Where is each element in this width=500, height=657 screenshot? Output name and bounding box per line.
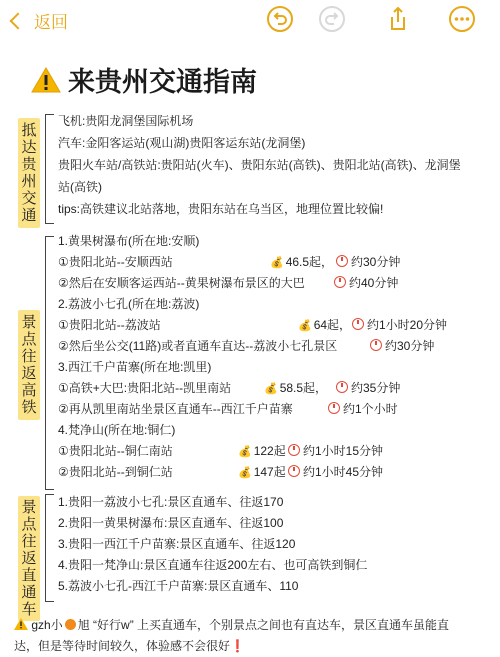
list-item: 贵阳火车站/高铁站:贵阳站(火车)、贵阳东站(高铁)、贵阳北站(高铁)、龙洞堡 — [58, 158, 461, 172]
exclamation-icon: ❗ — [230, 639, 245, 653]
top-bar — [0, 0, 500, 40]
warning-icon — [30, 66, 62, 94]
more-icon[interactable] — [448, 5, 476, 33]
list-item: 2.贵阳一黄果树瀑布:景区直通车、往返100 — [58, 516, 284, 530]
list-item: 5.荔波小七孔-西江千户苗寨:景区直通车、110 — [58, 579, 299, 593]
alarm-clock-icon — [288, 465, 300, 477]
money-bag-icon: 💰 — [298, 320, 312, 332]
money-bag-icon: 💰 — [264, 383, 278, 395]
list-item: ①贵阳北站--铜仁南站 💰 122起 约1小时15分钟 — [58, 444, 384, 458]
chevron-left-icon — [10, 12, 27, 29]
list-item: 1.贵阳一荔波小七孔:景区直通车、往返170 — [58, 495, 284, 509]
list-item: ②贵阳北站--到铜仁站 💰 147起 约1小时45分钟 — [58, 465, 384, 479]
alarm-clock-icon — [334, 276, 346, 288]
back-button[interactable] — [12, 8, 68, 33]
section-bracket — [45, 494, 54, 602]
section-label-shuttle: 景 点 往 返 直 通 车 — [18, 496, 40, 621]
warning-icon — [14, 618, 28, 630]
section-label-rail: 景 点 往 返 高 铁 — [18, 310, 40, 420]
redo-icon[interactable] — [318, 5, 346, 33]
share-icon[interactable] — [384, 5, 412, 33]
section-rail — [58, 231, 488, 483]
alarm-clock-icon — [336, 255, 348, 267]
list-item: ①贵阳北站--荔波站 💰 64起， 约1小时20分钟 — [58, 318, 448, 332]
list-item: 4.贵阳一梵净山:景区直通车往返200左右、也可高铁到铜仁 — [58, 558, 368, 572]
undo-icon[interactable] — [266, 5, 294, 33]
footer-text-3: 达，但是等待时间较久，体验感不会很好 — [14, 639, 231, 653]
list-item: 4.梵净山(所在地:铜仁) — [58, 423, 176, 437]
list-item: 1.黄果树瀑布(所在地:安顺) — [58, 234, 200, 248]
section-bracket — [45, 114, 54, 224]
list-item: ②然后在安顺客运西站--黄果树瀑布景区的大巴 约40分钟 — [58, 276, 399, 290]
list-item: 2.荔波小七孔(所在地:荔波) — [58, 297, 200, 311]
money-bag-icon: 💰 — [238, 467, 252, 479]
footer-note — [14, 615, 490, 657]
section-label-arrival: 抵 达 贵 州 交 通 — [18, 118, 40, 228]
alarm-clock-icon — [370, 339, 382, 351]
footer-text-1: gzh小 — [31, 618, 63, 632]
title-text: 来贵州交通指南 — [68, 67, 257, 97]
page-title — [30, 60, 257, 99]
money-bag-icon: 💰 — [270, 257, 284, 269]
alarm-clock-icon — [336, 381, 348, 393]
money-bag-icon: 💰 — [238, 446, 252, 458]
list-item: 飞机:贵阳龙洞堡国际机场 — [58, 114, 194, 128]
back-label: 返回 — [34, 13, 68, 32]
alarm-clock-icon — [288, 444, 300, 456]
list-item: 3.西江千户苗寨(所在地:凯里) — [58, 360, 212, 374]
list-item: tips:高铁建议北站落地，贵阳东站在乌当区，地理位置比较偏! — [58, 202, 384, 216]
section-arrival — [58, 110, 488, 220]
list-item: ①高铁+大巴:贵阳北站--凯里南站 💰 58.5起， 约35分钟 — [58, 381, 401, 395]
footer-text-2: 旭 “好行w” 上买直通车，个别景点之间也有直达车，景区直通车虽能直 — [77, 618, 450, 632]
alarm-clock-icon — [352, 318, 364, 330]
list-item: 3.贵阳一西江千户苗寨:景区直通车、往返120 — [58, 537, 296, 551]
list-item: 汽车:金阳客运站(观山湖)贵阳客运东站(龙洞堡) — [58, 136, 306, 150]
section-bracket — [45, 236, 54, 490]
list-item: ②再从凯里南站坐景区直通车--西江千户苗寨 约1个小时 — [58, 402, 398, 416]
list-item: ①贵阳北站--安顺西站 💰 46.5起， 约30分钟 — [58, 255, 401, 269]
orange-icon — [65, 619, 76, 630]
list-item: ②然后坐公交(11路)或者直通车直达--荔波小七孔景区 约30分钟 — [58, 339, 435, 353]
alarm-clock-icon — [328, 402, 340, 414]
section-shuttle — [58, 492, 488, 597]
list-item: 站(高铁) — [58, 180, 102, 194]
